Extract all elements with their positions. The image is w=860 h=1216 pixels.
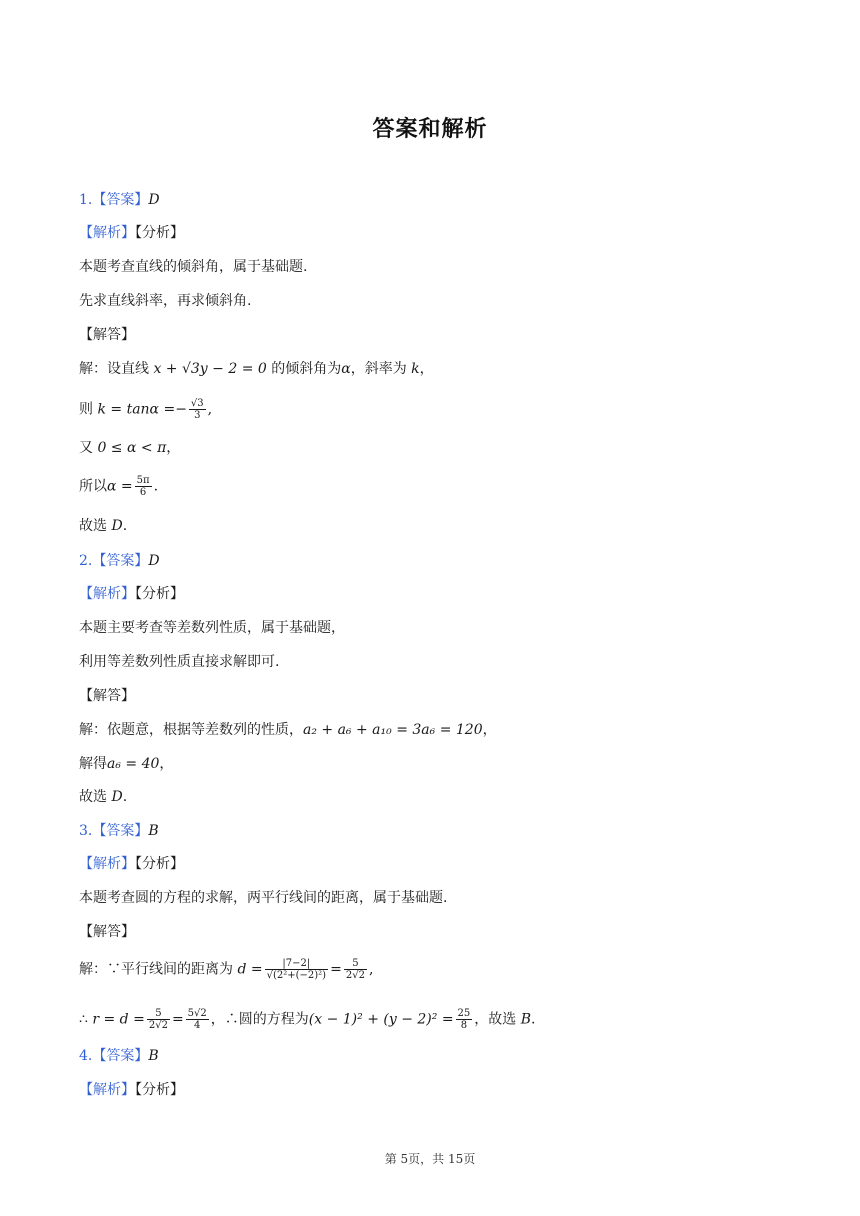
q1-answer-tag: 【答案】 [92, 192, 149, 208]
math-expr: a₆ = 40 [107, 756, 160, 772]
q3-number: 3. [79, 823, 93, 839]
math-var: D [111, 789, 123, 805]
text: 故选 [79, 789, 112, 805]
q1-analysis-tags [79, 223, 184, 243]
q1-solution-1 [79, 359, 434, 379]
numerator: 5 [147, 1008, 170, 1020]
text: ，∴圆的方程为 [210, 1011, 309, 1028]
math-var: D [111, 518, 123, 534]
fraction [265, 958, 328, 981]
math-expr: r = d = [92, 1011, 145, 1028]
denominator: 2√2 [148, 1020, 168, 1031]
fraction [189, 398, 206, 421]
math-var: k [411, 361, 420, 377]
text: , [368, 961, 374, 978]
q2-answer-line [79, 551, 160, 571]
denominator: 3 [194, 410, 201, 421]
fraction [344, 958, 367, 981]
q2-solution-3 [79, 787, 127, 807]
text: 解：设直线 [79, 361, 154, 377]
page-footer: 第 5页，共 15页 [384, 1152, 476, 1166]
numerator: |7−2| [265, 958, 328, 970]
text: . [531, 1011, 536, 1028]
text: ， [419, 361, 434, 377]
math-expr: α = [107, 478, 133, 495]
numerator: 5 [344, 958, 367, 970]
text: . [122, 518, 128, 534]
q3-fenxi-tag: 【分析】 [135, 856, 184, 872]
denominator: 6 [139, 487, 147, 498]
text: 则 [79, 401, 98, 418]
math-var: α [341, 361, 351, 377]
q4-answer: B [148, 1048, 159, 1064]
denominator: 4 [194, 1020, 201, 1031]
q3-solution-2 [79, 1008, 535, 1031]
q2-solution-2 [79, 754, 173, 774]
fraction [456, 1008, 473, 1031]
math-var: B [520, 1011, 532, 1028]
q4-jiexi-tag: 【解析】 [79, 1082, 135, 1098]
numerator: 5√2 [187, 1008, 207, 1019]
math-expr: k = tanα =− [97, 401, 187, 418]
q1-analysis-1: 本题考查直线的倾斜角，属于基础题. [79, 259, 308, 275]
text: 解得 [79, 756, 107, 772]
q4-answer-tag: 【答案】 [92, 1048, 149, 1064]
q2-number: 2. [79, 553, 93, 569]
q4-number: 4. [79, 1048, 93, 1064]
text: ∴ [79, 1011, 93, 1028]
text: 的倾斜角为 [266, 361, 342, 377]
q1-analysis-2: 先求直线斜率，再求倾斜角. [79, 293, 252, 309]
q1-solution-4 [79, 475, 158, 498]
numerator: 5π [136, 475, 150, 486]
numerator: √3 [190, 398, 204, 409]
q2-jieda-tag: 【解答】 [79, 688, 135, 704]
q2-solution-1 [79, 720, 497, 740]
q2-jiexi-tag: 【解析】 [79, 586, 135, 602]
q3-jieda-tag: 【解答】 [79, 924, 135, 940]
math-expr: a₂ + a₆ + a₁₀ = 3a₆ = 120 [303, 722, 483, 738]
q3-answer-tag: 【答案】 [92, 823, 149, 839]
text: 解：依题意，根据等差数列的性质， [79, 722, 303, 738]
numerator: 25 [457, 1008, 471, 1019]
q1-answer: D [148, 192, 160, 208]
q1-solution-5 [79, 516, 127, 536]
math-expr: x + √3y − 2 = 0 [153, 361, 267, 377]
q2-analysis-1: 本题主要考查等差数列性质，属于基础题， [79, 620, 345, 636]
text: . [122, 789, 128, 805]
fraction [147, 1008, 170, 1031]
text: ，故选 [474, 1011, 521, 1028]
q4-analysis-tags [79, 1080, 184, 1100]
q4-answer-line [79, 1046, 159, 1066]
q1-jieda-tag: 【解答】 [79, 327, 135, 343]
math-expr: = [330, 961, 342, 978]
q2-analysis-tags [79, 584, 184, 604]
denominator: 8 [460, 1020, 468, 1031]
q3-jiexi-tag: 【解析】 [79, 856, 135, 872]
text: ， [159, 756, 174, 772]
text: 解：∵平行线间的距离为 [79, 961, 238, 978]
q2-answer-tag: 【答案】 [92, 553, 149, 569]
text: 所以 [79, 478, 107, 495]
q3-answer-line [79, 821, 159, 841]
denominator: √(2²+(−2)²) [266, 970, 327, 981]
text: ， [482, 722, 497, 738]
q2-answer: D [148, 553, 160, 569]
q3-analysis-1: 本题考查圆的方程的求解，两平行线间的距离，属于基础题. [79, 890, 448, 906]
text: , [207, 401, 213, 418]
text: ，斜率为 [350, 361, 412, 377]
denominator: 2√2 [345, 970, 365, 981]
math-expr: 0 ≤ α < π [97, 440, 167, 456]
math-expr: = [171, 1011, 184, 1028]
q2-fenxi-tag: 【分析】 [135, 586, 184, 602]
math-expr: d = [237, 961, 263, 978]
q3-answer: B [148, 823, 159, 839]
q3-analysis-tags [79, 854, 184, 874]
fraction [135, 475, 152, 498]
q2-analysis-2: 利用等差数列性质直接求解即可. [79, 654, 280, 670]
text: . [153, 478, 159, 495]
q4-fenxi-tag: 【分析】 [135, 1082, 184, 1098]
text: 故选 [79, 518, 112, 534]
q1-jiexi-tag: 【解析】 [79, 225, 135, 241]
q1-number: 1. [79, 192, 93, 208]
math-expr: (x − 1)² + (y − 2)² = [308, 1011, 454, 1028]
q1-fenxi-tag: 【分析】 [135, 225, 184, 241]
text: ， [166, 440, 181, 456]
q3-solution-1 [79, 958, 373, 981]
page-title: 答案和解析 [372, 117, 488, 142]
fraction [186, 1008, 209, 1031]
q1-solution-3 [79, 438, 180, 458]
q1-solution-2 [79, 398, 212, 421]
text: 又 [79, 440, 98, 456]
q1-answer-line [79, 190, 160, 210]
